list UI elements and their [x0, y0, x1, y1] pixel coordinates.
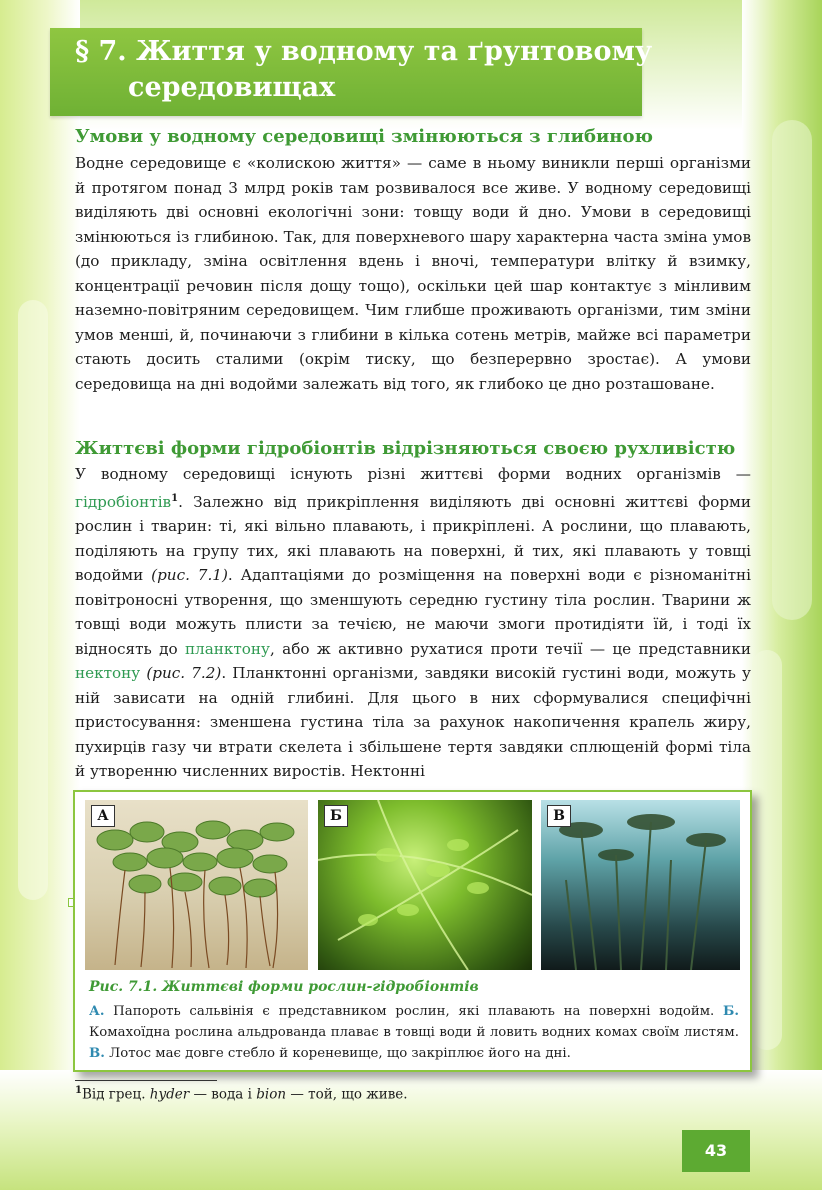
text-run: . Планктонні організми, завдяки високій густині води, можуть у ній зависати на одній глибині. Для цього в них сформувалися специфічні пристосування: зменшена густина тіла за рахунок накопичення крапель жиру, пухирців газу чи втрати скелета і збільшене тертя завдяки сплющеній формі тіла й утворенню численних виростів. Нектонні: [75, 664, 751, 781]
footnote-mark[interactable]: 1: [171, 492, 179, 504]
paragraph: [75, 462, 751, 784]
page-title-line2: середовищах: [128, 72, 336, 103]
caption-label: Б.: [723, 1004, 739, 1019]
photo-aldrovanda: [318, 800, 532, 970]
photo-lotus: [541, 800, 740, 970]
footnote-word: bion: [256, 1086, 287, 1103]
caption-label: В.: [89, 1046, 105, 1061]
footnote-text: — вода і: [189, 1086, 257, 1103]
figure-ref[interactable]: (рис. 7.1): [151, 566, 228, 585]
caption-text: Комахоїдна рослина альдрованда плаває в товщі води й ловить водних комах своїм листям.: [89, 1025, 739, 1040]
figure-ref[interactable]: (рис. 7.2): [146, 664, 222, 683]
text-run: . Залежно від прикріплення виділяють дві основні життєві форми рослин і тварин: ті, які вільно плавають, і прикріплені. А рослини, що плавають, поділяють на групу тих, які плавають на поверхні, й тих, які плавають у товщі водойми: [75, 492, 751, 585]
caption-text: Папороть сальвінія є представником рослин, які плавають на поверхні водойм.: [104, 1004, 723, 1019]
caption-label: А.: [89, 1004, 105, 1019]
footnote-mark: 1: [75, 1085, 82, 1096]
footnote-divider: [75, 1080, 217, 1081]
section-body: [75, 462, 751, 784]
term-link-plankton[interactable]: планктону: [184, 639, 270, 658]
figure-7-1: [73, 790, 752, 1072]
footnote-text: Від грец.: [81, 1086, 150, 1103]
figure-description: [89, 1001, 739, 1064]
paragraph: Водне середовище є «колискою життя» — саме в ньому виникли перші організми й протягом понад 3 млрд років там розвивалося все живе. У водному середовищі виділяють дві основні екологічні зони: товщу води й дно. Умови в середовищі змінюються із глибиною. Так, для поверхневого шару характерна часта зміна умов (до прикладу, зміна освітлення вдень і вночі, температури влітку й взимку, концентрації речовин після дощу тощо), оскільки цей шар контактує з мінливим наземно-повітряним середовищем. Чим глибше проживають організми, тим зміни умов менші, й, починаючи з глибини в кілька сотень метрів, майже всі параметри стають досить сталими (окрім тиску, що безперервно зростає). А умови середовища на дні водойми залежать від того, як глибоко це дно розташоване.: [75, 154, 751, 393]
term-link-hydrobionts[interactable]: гідробіонтів: [75, 492, 172, 511]
footnote: [75, 1085, 408, 1103]
footnote-word: hyder: [149, 1086, 190, 1103]
text-run: У водному середовищі існують різні життєві форми водних організмів —: [75, 465, 751, 483]
page-number: 43: [682, 1130, 750, 1172]
photo-salvinia: [85, 800, 308, 970]
page-title-line1: § 7. Життя у водному та ґрунтовому: [75, 36, 653, 67]
section-heading-life-forms: Життєві форми гідробіонтів відрізняються своєю рухливістю: [75, 438, 736, 459]
text-run: , або ж активно рухатися проти течії — це представники: [269, 639, 751, 658]
figure-caption: Рис. 7.1. Життєві форми рослин-гідробіонтів: [89, 979, 479, 995]
text-run: . Адаптаціями до розміщення на поверхні води є різноманітні повітроносні утворення, що зменшують середню густину тіла рослин. Тварини ж товщі води можуть плисти за течією, не маючи змоги протидіяти їй, і тоді їх відносять до: [75, 566, 751, 658]
salvinia-illustration: [85, 800, 308, 970]
photo-label: А: [91, 805, 115, 827]
photo-label: Б: [324, 805, 348, 827]
caption-text: Лотос має довге стебло й кореневище, що закріплює його на дні.: [104, 1046, 571, 1061]
footnote-text: — той, що живе.: [286, 1086, 408, 1103]
section-heading-water-conditions: Умови у водному середовищі змінюються з глибиною: [75, 126, 653, 147]
section-body: [75, 151, 751, 396]
aldrovanda-illustration: [318, 800, 532, 970]
photo-label: В: [547, 805, 571, 827]
term-link-nekton[interactable]: нектону: [75, 664, 141, 683]
